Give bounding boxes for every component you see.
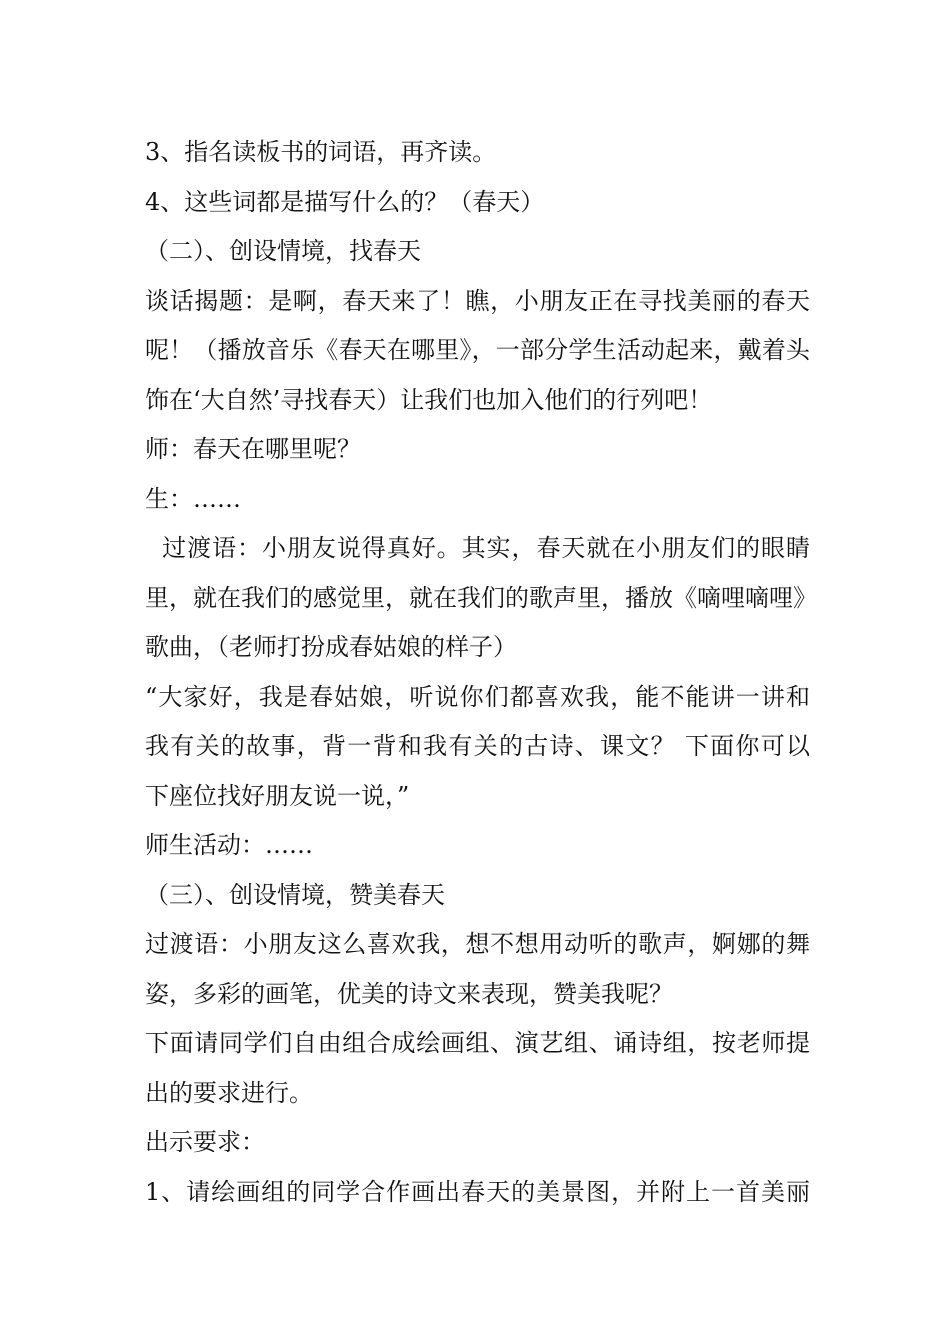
section-heading-3: （三）、创设情境，赞美春天 — [145, 880, 445, 909]
text-line-10: 里，就在我们的感觉里，就在我们的歌声里，播放《嘀哩嘀哩》 — [145, 583, 817, 612]
text-line-9: 过渡语：小朋友说得真好。其实，春天就在小朋友们的眼睛 — [145, 534, 810, 562]
text-line-17: 过渡语：小朋友这么喜欢我，想不想用动听的歌声，婀娜的舞 — [145, 930, 810, 958]
text-line-1: 3、指名读板书的词语，再齐读。 — [145, 138, 497, 166]
text-line-5: 呢！（播放音乐《春天在哪里》，一部分学生活动起来，戴着头 — [145, 336, 810, 364]
text-line-21: 出示要求： — [145, 1128, 265, 1156]
text-line-4: 谈话揭题：是啊，春天来了！瞧，小朋友正在寻找美丽的春天 — [145, 286, 810, 315]
text-line-12: “大家好，我是春姑娘，听说你们都喜欢我，能不能讲一讲和 — [145, 682, 810, 711]
text-line-7: 师：春天在哪里呢？ — [145, 435, 361, 463]
text-line-15: 师生活动：…… — [145, 831, 313, 859]
text-line-11: 歌曲，（老师打扮成春姑娘的样子） — [145, 633, 517, 661]
document-body — [145, 128, 817, 1217]
text-line-14: 下座位找好朋友说一说，” — [145, 781, 410, 810]
text-line-19: 下面请同学们自由组合成绘画组、演艺组、诵诗组，按老师提 — [145, 1029, 810, 1057]
text-line-8: 生：…… — [145, 484, 241, 513]
text-line-18: 姿，多彩的画笔，优美的诗文来表现，赞美我呢？ — [145, 979, 673, 1008]
text-line-6: 饰在‘大自然’寻找春天）让我们也加入他们的行列吧！ — [145, 385, 713, 414]
text-line-2: 4、这些词都是描写什么的？（春天） — [145, 187, 545, 216]
text-line-20: 出的要求进行。 — [145, 1078, 313, 1107]
text-line-13: 我有关的故事，背一背和我有关的古诗、课文？ 下面你可以 — [145, 732, 810, 760]
text-line-22: 1、请绘画组的同学合作画出春天的美景图，并附上一首美丽 — [145, 1177, 810, 1206]
section-heading-2: （二）、创设情境，找春天 — [145, 237, 421, 265]
